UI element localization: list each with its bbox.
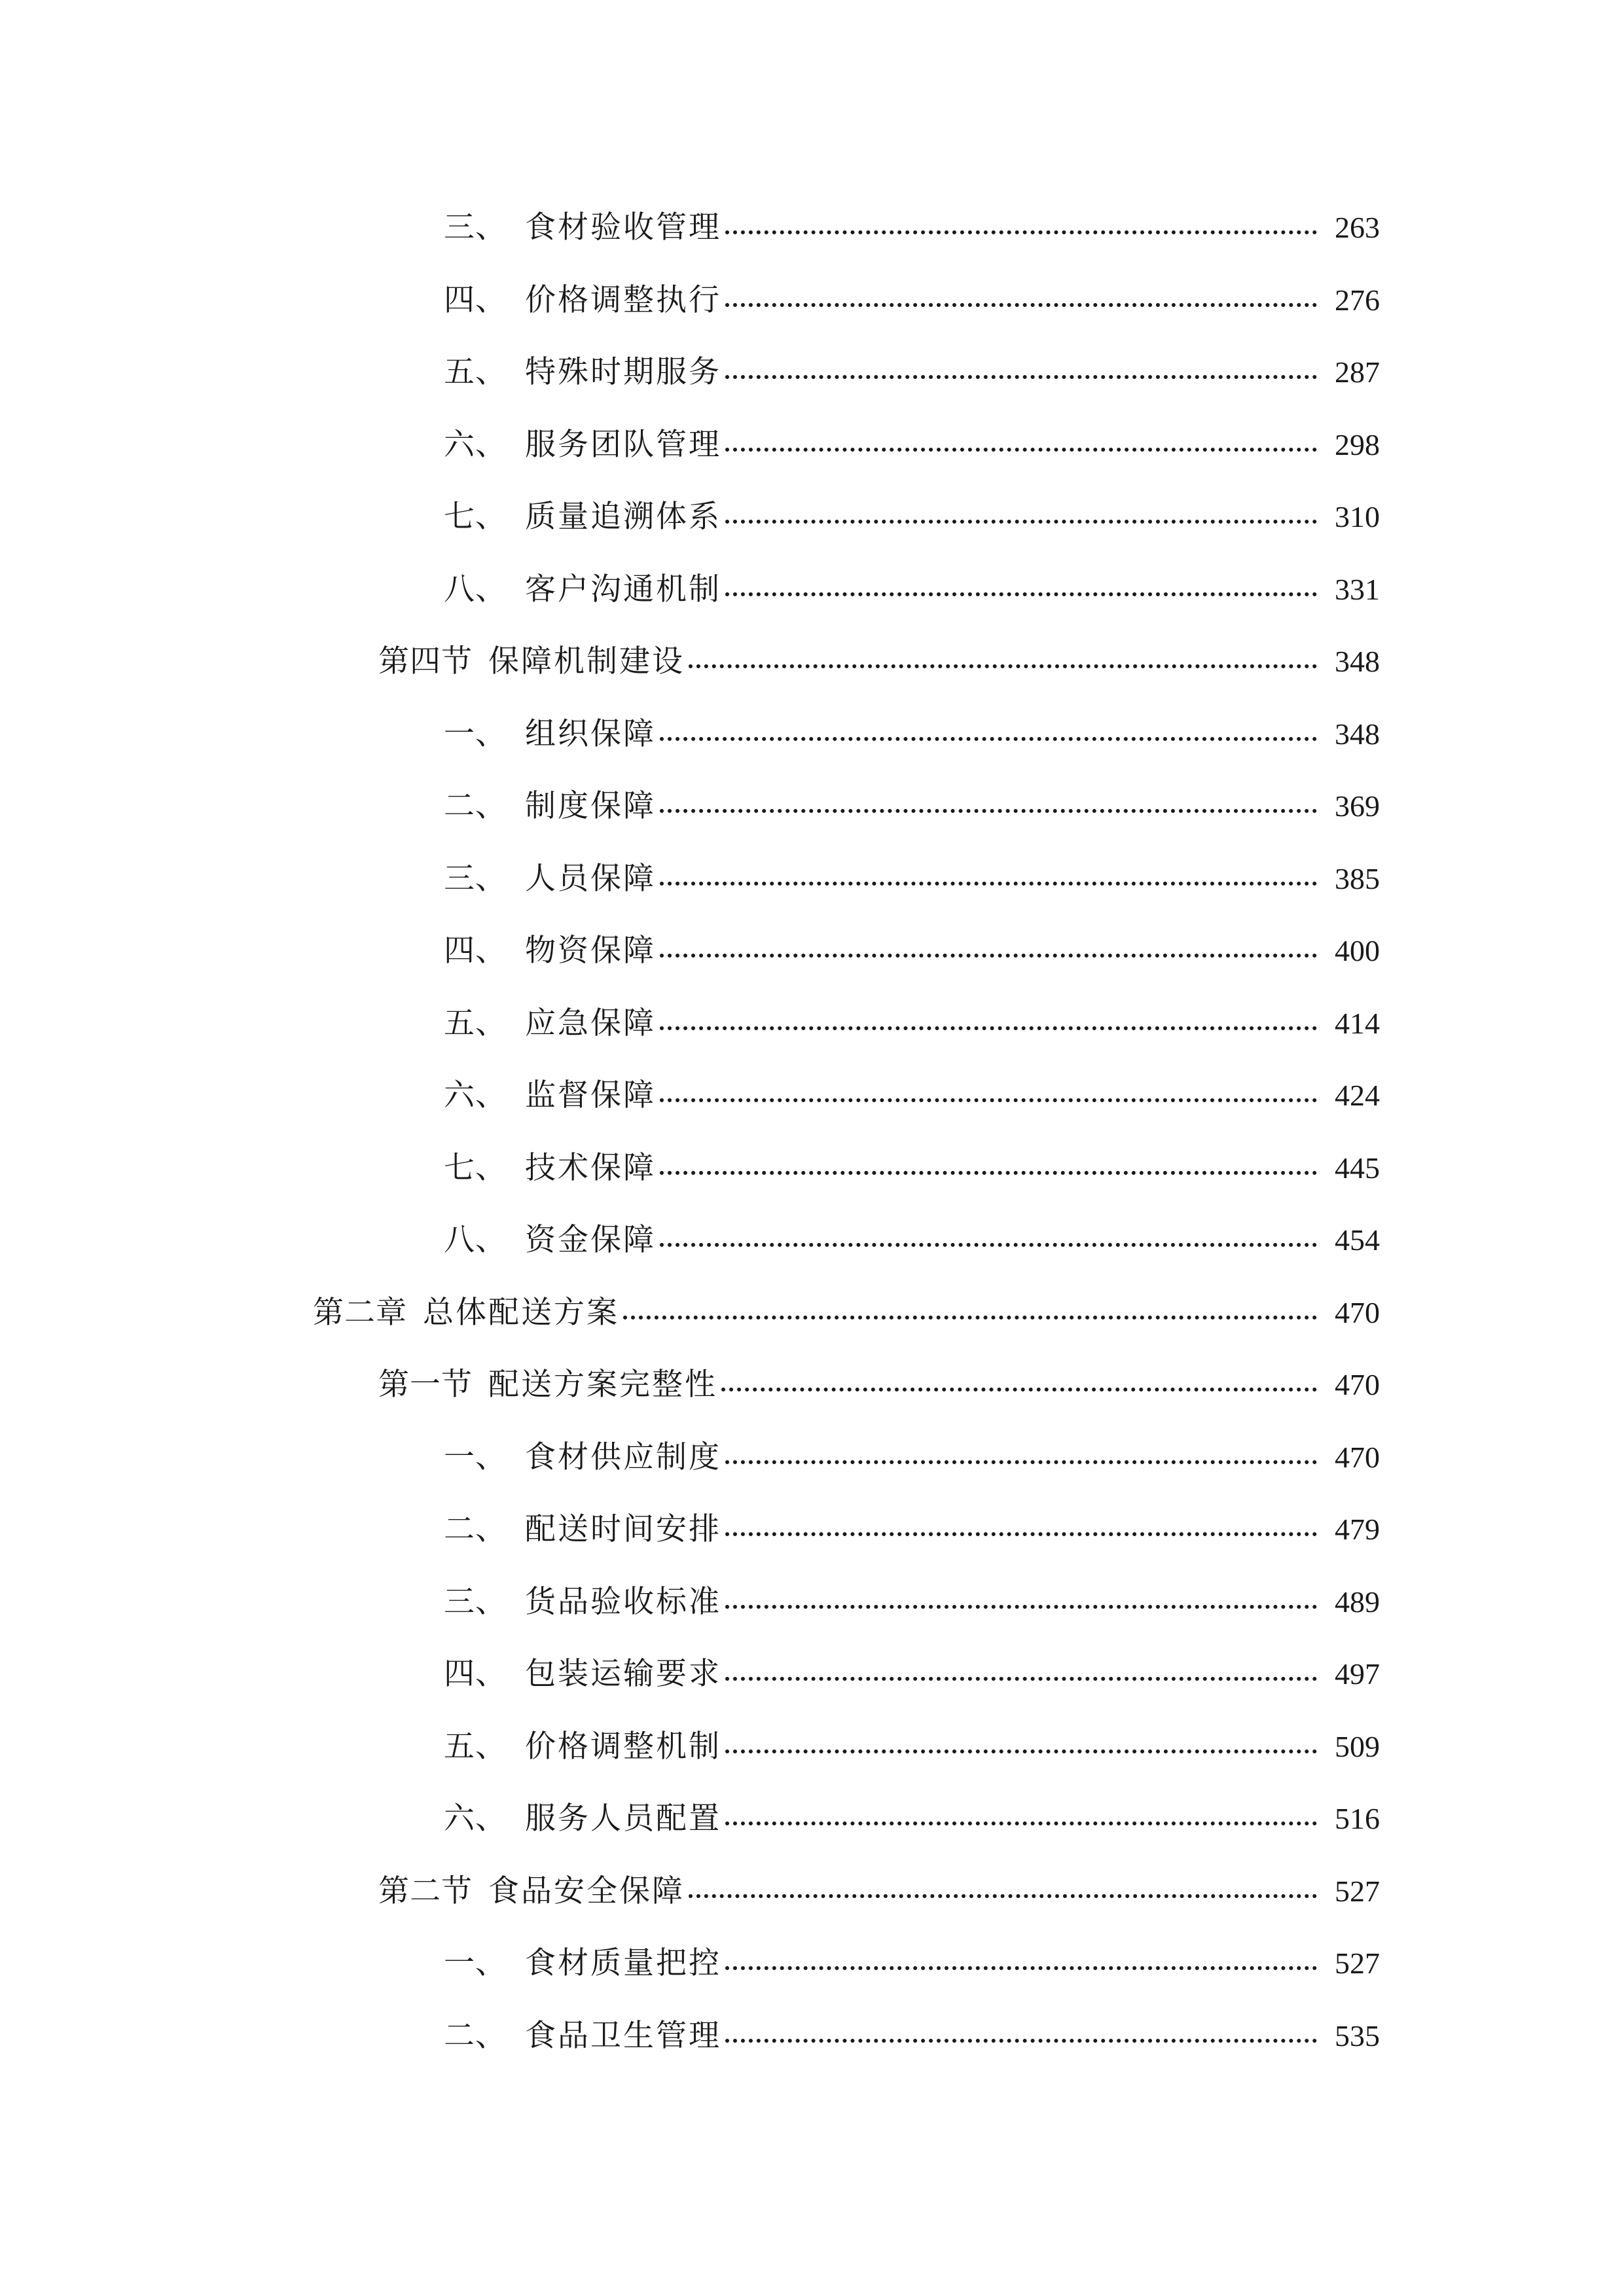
toc-entry-title: 资金保障 — [525, 1222, 656, 1258]
toc-dot-leader — [725, 592, 1317, 596]
toc-entry-label: 一、 — [444, 1439, 507, 1475]
toc-entry-label: 七、 — [444, 1149, 507, 1186]
toc-entry-title: 包装运输要求 — [525, 1656, 721, 1692]
toc-entry-page-number: 509 — [1335, 1729, 1380, 1763]
toc-entry-title: 食材验收管理 — [525, 209, 721, 245]
toc-entry-label: 第二章 — [313, 1294, 407, 1331]
toc-entry-page-number: 479 — [1335, 1513, 1380, 1546]
toc-entry[interactable] — [444, 1648, 1380, 1700]
toc-dot-leader — [725, 1677, 1317, 1681]
toc-entry[interactable] — [444, 419, 1380, 471]
toc-dot-leader — [660, 954, 1317, 958]
toc-entry[interactable] — [444, 1503, 1380, 1556]
toc-entry-title: 组织保障 — [525, 715, 656, 752]
toc-entry[interactable] — [444, 708, 1380, 761]
toc-entry-label: 一、 — [444, 1945, 507, 1981]
toc-entry-title: 监督保障 — [525, 1077, 656, 1113]
toc-entry-label: 三、 — [444, 860, 507, 897]
toc-entry-label: 一、 — [444, 715, 507, 752]
toc-entry-label: 六、 — [444, 426, 507, 463]
toc-entry-page-number: 516 — [1335, 1802, 1380, 1835]
toc-entry-label: 六、 — [444, 1077, 507, 1113]
toc-entry-page-number: 414 — [1335, 1006, 1380, 1040]
toc-entry[interactable] — [444, 346, 1380, 399]
toc-entry-label: 三、 — [444, 1583, 507, 1620]
toc-entry[interactable] — [444, 2010, 1380, 2062]
toc-entry-title: 物资保障 — [525, 933, 656, 969]
toc-entry-label: 五、 — [444, 1728, 507, 1765]
toc-entry-label: 四、 — [444, 281, 507, 318]
toc-dot-leader — [725, 520, 1317, 524]
toc-entry[interactable] — [444, 564, 1380, 616]
toc-entry[interactable] — [444, 780, 1380, 833]
toc-entry-title: 特殊时期服务 — [525, 354, 721, 390]
toc-entry-title: 质量追溯体系 — [525, 499, 721, 535]
toc-dot-leader — [689, 664, 1317, 668]
toc-entry[interactable] — [444, 1576, 1380, 1628]
toc-entry[interactable] — [444, 1431, 1380, 1484]
toc-entry-label: 二、 — [444, 2017, 507, 2054]
toc-entry-page-number: 445 — [1335, 1151, 1380, 1185]
toc-entry-page-number: 348 — [1335, 645, 1380, 678]
toc-dot-leader — [725, 1749, 1317, 1753]
toc-entry-title: 服务团队管理 — [525, 426, 721, 463]
toc-entry[interactable] — [444, 274, 1380, 327]
toc-entry-label: 八、 — [444, 1222, 507, 1258]
toc-entry-page-number: 369 — [1335, 789, 1380, 823]
toc-entry-label: 四、 — [444, 933, 507, 969]
toc-entry[interactable] — [444, 1214, 1380, 1266]
toc-entry-page-number: 489 — [1335, 1585, 1380, 1619]
toc-entry[interactable] — [313, 1287, 1380, 1339]
toc-dot-leader — [725, 1532, 1317, 1536]
toc-dot-leader — [725, 303, 1317, 307]
toc-entry-title: 总体配送方案 — [423, 1294, 619, 1331]
toc-entry[interactable] — [378, 1865, 1380, 1918]
toc-entry-title: 价格调整执行 — [525, 281, 721, 318]
toc-entry-title: 配送时间安排 — [525, 1511, 721, 1547]
toc-entry-label: 五、 — [444, 1005, 507, 1041]
toc-entry-title: 配送方案完整性 — [488, 1367, 717, 1403]
toc-entry-page-number: 527 — [1335, 1946, 1380, 1980]
toc-dot-leader — [660, 1243, 1317, 1247]
toc-entry[interactable] — [378, 1359, 1380, 1411]
toc-entry-page-number: 454 — [1335, 1223, 1380, 1257]
toc-entry-page-number: 385 — [1335, 861, 1380, 895]
toc-entry-title: 技术保障 — [525, 1149, 656, 1186]
toc-entry-page-number: 276 — [1335, 283, 1380, 317]
toc-entry[interactable] — [444, 997, 1380, 1050]
toc-entry[interactable] — [444, 853, 1380, 905]
toc-entry-page-number: 331 — [1335, 572, 1380, 606]
toc-entry-title: 服务人员配置 — [525, 1801, 721, 1837]
toc-entry[interactable] — [444, 1142, 1380, 1194]
toc-entry[interactable] — [444, 1937, 1380, 1990]
toc-dot-leader — [660, 1171, 1317, 1175]
toc-dot-leader — [660, 1098, 1317, 1102]
toc-entry-label: 六、 — [444, 1801, 507, 1837]
toc-entry-label: 四、 — [444, 1656, 507, 1692]
toc-entry-page-number: 470 — [1335, 1440, 1380, 1474]
toc-dot-leader — [725, 2039, 1317, 2043]
toc-dot-leader — [660, 1026, 1317, 1030]
toc-entry-title: 货品验收标准 — [525, 1583, 721, 1620]
toc-entry-page-number: 424 — [1335, 1079, 1380, 1112]
toc-entry[interactable] — [444, 1793, 1380, 1845]
toc-dot-leader — [725, 1460, 1317, 1464]
toc-entry-title: 食品卫生管理 — [525, 2017, 721, 2054]
toc-entry[interactable] — [444, 1069, 1380, 1122]
toc-entry-page-number: 527 — [1335, 1874, 1380, 1908]
toc-dot-leader — [623, 1316, 1317, 1319]
toc-dot-leader — [725, 1966, 1317, 1970]
toc-entry-label: 第二节 — [378, 1873, 473, 1909]
toc-entry-page-number: 400 — [1335, 934, 1380, 967]
toc-dot-leader — [660, 737, 1317, 741]
toc-entry[interactable] — [444, 491, 1380, 543]
toc-entry-title: 保障机制建设 — [488, 643, 685, 679]
toc-entry-title: 客户沟通机制 — [525, 571, 721, 607]
toc-entry-label: 二、 — [444, 788, 507, 824]
toc-entry-page-number: 535 — [1335, 2018, 1380, 2053]
toc-entry-label: 三、 — [444, 209, 507, 245]
toc-entry-title: 价格调整机制 — [525, 1728, 721, 1765]
toc-entry-page-number: 287 — [1335, 355, 1380, 389]
toc-entry-label: 七、 — [444, 499, 507, 535]
toc-dot-leader — [689, 1894, 1317, 1898]
toc-entry-page-number: 470 — [1335, 1295, 1380, 1329]
toc-dot-leader — [721, 1388, 1317, 1391]
toc-dot-leader — [725, 448, 1317, 452]
toc-dot-leader — [660, 809, 1317, 813]
toc-entry[interactable] — [444, 1721, 1380, 1773]
toc-dot-leader — [660, 882, 1317, 886]
toc-dot-leader — [725, 1605, 1317, 1609]
toc-entry-page-number: 263 — [1335, 211, 1380, 244]
toc-entry-label: 第四节 — [378, 643, 473, 679]
toc-entry-label: 八、 — [444, 571, 507, 607]
toc-entry-title: 食材质量把控 — [525, 1945, 721, 1981]
toc-entry-title: 应急保障 — [525, 1005, 656, 1041]
toc-entry-page-number: 470 — [1335, 1368, 1380, 1401]
toc-entry-page-number: 497 — [1335, 1657, 1380, 1691]
toc-entry[interactable] — [444, 202, 1380, 254]
toc-entry-title: 食品安全保障 — [488, 1873, 685, 1909]
toc-entry-title: 制度保障 — [525, 788, 656, 824]
toc-entry[interactable] — [444, 925, 1380, 977]
toc-entry-page-number: 348 — [1335, 717, 1380, 751]
toc-dot-leader — [725, 375, 1317, 379]
toc-entry-page-number: 298 — [1335, 427, 1380, 461]
toc-entry[interactable] — [378, 636, 1380, 688]
toc-dot-leader — [725, 1821, 1317, 1825]
toc-entry-title: 食材供应制度 — [525, 1439, 721, 1475]
toc-entry-page-number: 310 — [1335, 500, 1380, 533]
toc-entry-label: 五、 — [444, 354, 507, 390]
toc-entry-label: 二、 — [444, 1511, 507, 1547]
toc-dot-leader — [725, 230, 1317, 234]
toc-entry-title: 人员保障 — [525, 860, 656, 897]
toc-entry-label: 第一节 — [378, 1367, 473, 1403]
